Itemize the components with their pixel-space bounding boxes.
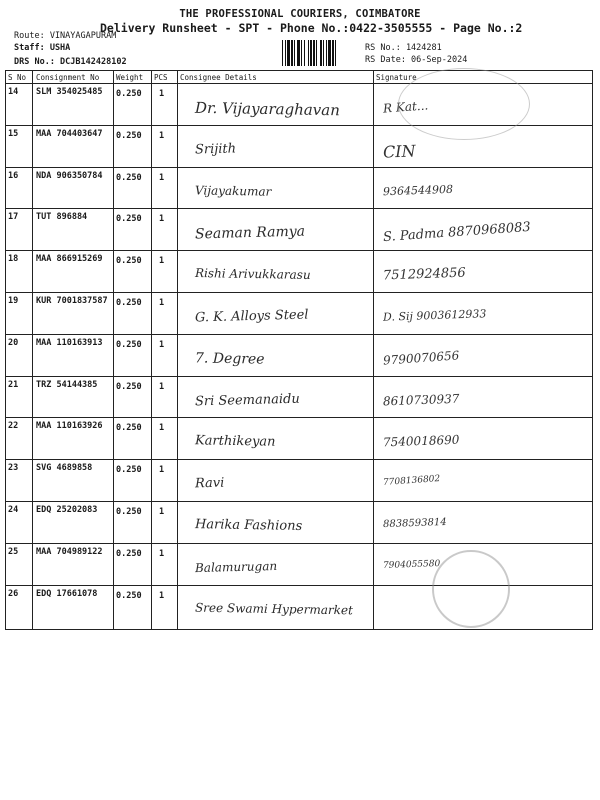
row-divider bbox=[5, 208, 593, 209]
row-sno: 24 bbox=[8, 505, 19, 515]
row-consignment-no: TRZ 54144385 bbox=[36, 380, 98, 390]
barcode-bar bbox=[326, 40, 327, 66]
barcode-bar bbox=[313, 40, 315, 66]
row-consignee-handwritten: Vijayakumar bbox=[194, 183, 272, 199]
row-consignee-handwritten: Sri Seemanaidu bbox=[194, 391, 300, 410]
row-weight: 0.250 bbox=[116, 423, 142, 433]
row-sno: 14 bbox=[8, 87, 19, 97]
barcode-bar bbox=[316, 40, 317, 66]
row-consignee-handwritten: Harika Fashions bbox=[194, 517, 303, 534]
row-weight: 0.250 bbox=[116, 256, 142, 266]
row-pcs: 1 bbox=[159, 340, 165, 350]
row-consignment-no: KUR 7001837587 bbox=[36, 296, 108, 306]
row-signature-handwritten: 7708136802 bbox=[382, 474, 441, 488]
row-weight: 0.250 bbox=[116, 131, 142, 141]
barcode-bar bbox=[301, 40, 302, 66]
row-consignment-no: MAA 704989122 bbox=[36, 547, 103, 557]
rs-date: RS Date: 06-Sep-2024 bbox=[365, 55, 468, 65]
row-divider bbox=[5, 459, 593, 460]
column-header-sno: S No bbox=[8, 73, 27, 82]
row-signature-handwritten: 8610730937 bbox=[382, 391, 460, 409]
row-signature-handwritten: CIN bbox=[382, 141, 416, 162]
row-weight: 0.250 bbox=[116, 382, 142, 392]
row-sno: 26 bbox=[8, 589, 19, 599]
row-consignee-handwritten: Seaman Ramya bbox=[194, 223, 306, 243]
row-pcs: 1 bbox=[159, 591, 165, 601]
row-consignee-handwritten: Karthikeyan bbox=[194, 433, 276, 450]
row-weight: 0.250 bbox=[116, 173, 142, 183]
row-sno: 22 bbox=[8, 421, 19, 431]
row-sno: 21 bbox=[8, 380, 19, 390]
row-signature-handwritten: 7540018690 bbox=[382, 432, 460, 450]
row-consignee-handwritten: Srijith bbox=[194, 141, 237, 158]
row-consignment-no: SVG 4689858 bbox=[36, 463, 93, 473]
row-consignment-no: TUT 896884 bbox=[36, 212, 88, 222]
row-divider bbox=[5, 250, 593, 251]
row-consignee-handwritten: Ravi bbox=[194, 475, 225, 492]
barcode-bar bbox=[320, 40, 322, 66]
row-pcs: 1 bbox=[159, 382, 165, 392]
row-consignee-handwritten: Balamurugan bbox=[194, 558, 278, 576]
row-consignment-no: MAA 110163926 bbox=[36, 421, 103, 431]
staff-label: Staff: USHA bbox=[14, 43, 71, 53]
column-header-pcs: PCS bbox=[154, 73, 168, 82]
barcode-image bbox=[282, 40, 358, 66]
row-pcs: 1 bbox=[159, 549, 165, 559]
row-consignment-no: MAA 704403647 bbox=[36, 129, 103, 139]
row-sno: 16 bbox=[8, 171, 19, 181]
barcode-bar bbox=[308, 40, 309, 66]
postal-stamp-round bbox=[432, 550, 510, 628]
row-consignee-handwritten: 7. Degree bbox=[194, 350, 265, 368]
route-label: Route: VINAYAGAPURAM bbox=[14, 31, 117, 41]
row-signature-handwritten: 9364544908 bbox=[382, 182, 454, 199]
row-consignment-no: MAA 866915269 bbox=[36, 254, 103, 264]
row-divider bbox=[5, 376, 593, 377]
row-divider bbox=[5, 292, 593, 293]
row-weight: 0.250 bbox=[116, 507, 142, 517]
row-pcs: 1 bbox=[159, 173, 165, 183]
row-consignment-no: EDQ 17661078 bbox=[36, 589, 98, 599]
row-consignment-no: MAA 110163913 bbox=[36, 338, 103, 348]
row-consignment-no: EDQ 25202083 bbox=[36, 505, 98, 515]
row-weight: 0.250 bbox=[116, 214, 142, 224]
row-consignment-no: SLM 354025485 bbox=[36, 87, 103, 97]
delivery-table bbox=[5, 70, 593, 630]
row-pcs: 1 bbox=[159, 423, 165, 433]
barcode-bar bbox=[335, 40, 336, 66]
row-sno: 20 bbox=[8, 338, 19, 348]
barcode-bar bbox=[323, 40, 324, 66]
row-pcs: 1 bbox=[159, 298, 165, 308]
row-consignee-handwritten: Rishi Arivukkarasu bbox=[194, 265, 311, 283]
column-header-weight: Weight bbox=[116, 73, 144, 82]
row-signature-handwritten: 9790070656 bbox=[382, 348, 460, 368]
row-sno: 15 bbox=[8, 129, 19, 139]
row-sno: 18 bbox=[8, 254, 19, 264]
column-header-consignment: Consignment No bbox=[36, 73, 100, 82]
barcode-bar bbox=[304, 40, 305, 66]
barcode-bar bbox=[328, 40, 331, 66]
row-pcs: 1 bbox=[159, 256, 165, 266]
barcode-bar bbox=[282, 40, 283, 66]
barcode-bar bbox=[294, 40, 295, 66]
runsheet-title: THE PROFESSIONAL COURIERS, COIMBATORE bbox=[179, 8, 421, 20]
barcode-bar bbox=[297, 40, 300, 66]
row-pcs: 1 bbox=[159, 465, 165, 475]
row-sno: 25 bbox=[8, 547, 19, 557]
column-header-signature: Signature bbox=[376, 73, 417, 82]
row-consignee-handwritten: G. K. Alloys Steel bbox=[194, 307, 309, 326]
barcode-bar bbox=[287, 40, 290, 66]
row-signature-handwritten: 8838593814 bbox=[382, 516, 447, 531]
row-pcs: 1 bbox=[159, 89, 165, 99]
row-divider bbox=[5, 543, 593, 544]
row-weight: 0.250 bbox=[116, 298, 142, 308]
row-pcs: 1 bbox=[159, 131, 165, 141]
row-divider bbox=[5, 334, 593, 335]
rs-number: RS No.: 1424281 bbox=[365, 43, 442, 53]
row-divider bbox=[5, 167, 593, 168]
row-sno: 17 bbox=[8, 212, 19, 222]
row-weight: 0.250 bbox=[116, 549, 142, 559]
barcode-bar bbox=[285, 40, 286, 66]
row-consignment-no: NDA 906350784 bbox=[36, 171, 103, 181]
row-weight: 0.250 bbox=[116, 89, 142, 99]
row-sno: 19 bbox=[8, 296, 19, 306]
row-weight: 0.250 bbox=[116, 465, 142, 475]
row-signature-handwritten: R Kat... bbox=[382, 98, 429, 116]
row-consignee-handwritten: Dr. Vijayaraghavan bbox=[194, 98, 341, 120]
column-header-consignee: Consignee Details bbox=[180, 73, 257, 82]
row-signature-handwritten: D. Sij 9003612933 bbox=[382, 307, 487, 324]
row-signature-handwritten: 7512924856 bbox=[382, 265, 466, 284]
drs-number: DRS No.: DCJB142428102 bbox=[14, 57, 127, 67]
row-pcs: 1 bbox=[159, 214, 165, 224]
barcode-bar bbox=[310, 40, 312, 66]
row-sno: 23 bbox=[8, 463, 19, 473]
row-pcs: 1 bbox=[159, 507, 165, 517]
row-signature-handwritten: 7904055580 bbox=[382, 559, 441, 571]
row-divider bbox=[5, 417, 593, 418]
row-signature-handwritten: S. Padma 8870968083 bbox=[382, 219, 532, 246]
runsheet-subtitle: Delivery Runsheet - SPT - Phone No.:0422-3505555 - Page No.:2 bbox=[100, 21, 523, 35]
row-consignee-handwritten: Sree Swami Hypermarket bbox=[194, 600, 354, 618]
postal-stamp-top bbox=[398, 68, 530, 140]
row-divider bbox=[5, 501, 593, 502]
row-weight: 0.250 bbox=[116, 340, 142, 350]
barcode-bar bbox=[291, 40, 293, 66]
barcode-bar bbox=[332, 40, 334, 66]
row-weight: 0.250 bbox=[116, 591, 142, 601]
